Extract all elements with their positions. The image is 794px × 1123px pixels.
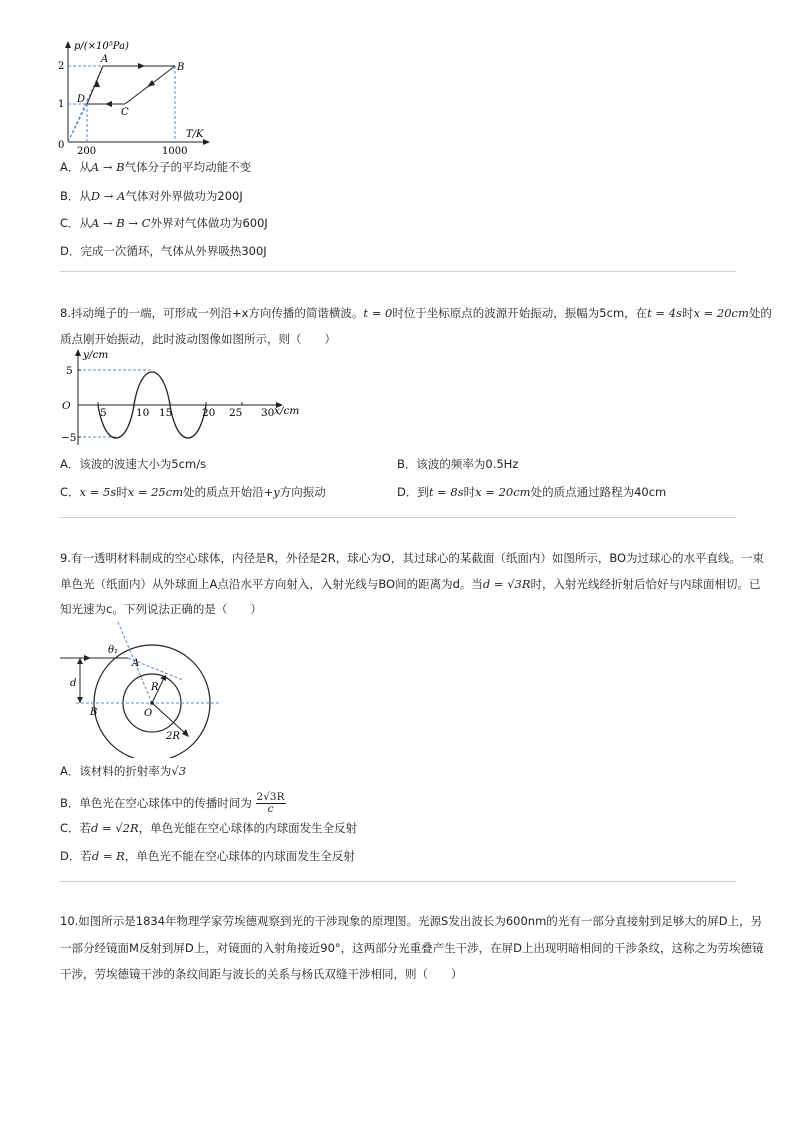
divider bbox=[60, 881, 736, 882]
wave-x-tick: 10 bbox=[136, 407, 150, 419]
pt-x-label: T/K bbox=[186, 129, 204, 140]
pt-x-tick-200: 200 bbox=[77, 146, 97, 156]
wave-x-tick: 5 bbox=[100, 407, 107, 419]
pt-y-tick-1: 1 bbox=[58, 99, 65, 110]
q7-option-d[interactable]: D．完成一次循环，气体从外界吸热300J bbox=[60, 244, 267, 258]
wave-origin: O bbox=[62, 400, 71, 412]
q10-stem-line-1: 10.如图所示是1834年物理学家劳埃德观察到光的干涉现象的原理图。光源S发出波长为600nm的光有一部分直接射到足够大的屏D上，另 bbox=[60, 914, 763, 928]
pt-point-c: C bbox=[121, 107, 129, 118]
q9-option-d[interactable]: D．若d = R，单色光不能在空心球体的内球面发生全反射 bbox=[60, 849, 355, 863]
wave-y-label: y/cm bbox=[83, 349, 109, 361]
wave-x-tick: 15 bbox=[159, 407, 173, 419]
q9-option-b[interactable]: B．单色光在空心球体中的传播时间为 $\frac{2√3R}{c}$ bbox=[60, 791, 285, 815]
pt-x-tick-1000: 1000 bbox=[162, 146, 188, 156]
wave-graph bbox=[56, 345, 306, 449]
wave-x-tick: 30 bbox=[261, 407, 275, 419]
q8-stem-line-2: 质点刚开始振动，此时波动图像如图所示，则（ ） bbox=[60, 332, 336, 346]
q10-stem-line-2: 一部分经镜面M反射到屏D上，对镜面的入射角接近90°，这两部分光重叠产生干涉，在屏D上出现明暗相间的干涉条纹，这称之为劳埃德镜 bbox=[60, 941, 764, 955]
pt-y-label: p/(×10⁵Pa) bbox=[74, 41, 129, 52]
point-b-label: B bbox=[90, 707, 98, 718]
q9-option-c[interactable]: C．若d = √2R，单色光能在空心球体的内球面发生全反射 bbox=[60, 821, 358, 835]
divider bbox=[60, 271, 736, 272]
pt-point-a: A bbox=[101, 54, 109, 65]
center-o-label: O bbox=[144, 708, 153, 719]
q7-option-c[interactable]: C．从A → B → C外界对气体做功为600J bbox=[60, 216, 268, 230]
q8-option-d[interactable]: D．到t = 8s时x = 20cm处的质点通过路程为40cm bbox=[397, 485, 667, 499]
q7-option-a[interactable]: A．从A → B气体分子的平均动能不变 bbox=[60, 160, 252, 174]
point-a-label: A bbox=[132, 658, 140, 669]
wave-x-label: x/cm bbox=[274, 405, 300, 417]
q9-stem-line-2: 单色光（纸面内）从外球面上A点沿水平方向射入，入射光线与BO间的距离为d。当d = √3R时，入射光线经折射后恰好与内球面相切。已 bbox=[60, 577, 761, 591]
pt-origin: 0 bbox=[58, 140, 65, 151]
q10-stem-line-3: 干涉，劳埃德镜干涉的条纹间距与波长的关系与杨氏双缝干涉相同，则（ ） bbox=[60, 967, 463, 981]
q8-option-c[interactable]: C．x = 5s时x = 25cm处的质点开始沿+y方向振动 bbox=[60, 485, 326, 499]
radius-2r-label: 2R bbox=[166, 731, 180, 742]
time-fraction: $\frac{2√3R}{c}$ bbox=[256, 791, 285, 815]
q9-stem-line-1: 9.有一透明材料制成的空心球体，内径是R，外径是2R，球心为O，其过球心的某截面（纸面内）如图所示，BO为过球心的水平直线。一束 bbox=[60, 551, 765, 565]
wave-x-tick: 25 bbox=[229, 407, 243, 419]
q7-option-b[interactable]: B．从D → A气体对外界做功为200J bbox=[60, 189, 243, 203]
wave-x-tick: 20 bbox=[202, 407, 216, 419]
q8-stem-line-1: 8.抖动绳子的一端，可形成一列沿+x方向传播的简谐横波。t = 0时位于坐标原点的波源开始振动，振幅为5cm，在t = 4s时x = 20cm处的 bbox=[60, 306, 772, 320]
wave-y-pos: 5 bbox=[66, 365, 73, 377]
theta-label: θ₁ bbox=[108, 645, 119, 656]
q9-option-a[interactable]: A．该材料的折射率为√3 bbox=[60, 764, 187, 778]
q9-stem-line-3: 知光速为c。下列说法正确的是（ ） bbox=[60, 602, 262, 616]
q8-option-a[interactable]: A．该波的波速大小为5cm/s bbox=[60, 457, 207, 471]
distance-d-label: d bbox=[70, 678, 77, 689]
pt-y-tick-2: 2 bbox=[58, 61, 65, 72]
sphere-figure bbox=[58, 618, 228, 758]
divider bbox=[60, 517, 736, 518]
q8-option-b[interactable]: B．该波的频率为0.5Hz bbox=[397, 457, 519, 471]
radius-r-label: R bbox=[151, 682, 159, 693]
wave-y-neg: −5 bbox=[61, 432, 77, 444]
pt-point-b: B bbox=[177, 62, 185, 73]
pt-graph bbox=[55, 38, 215, 156]
pt-point-d: D bbox=[77, 94, 86, 105]
